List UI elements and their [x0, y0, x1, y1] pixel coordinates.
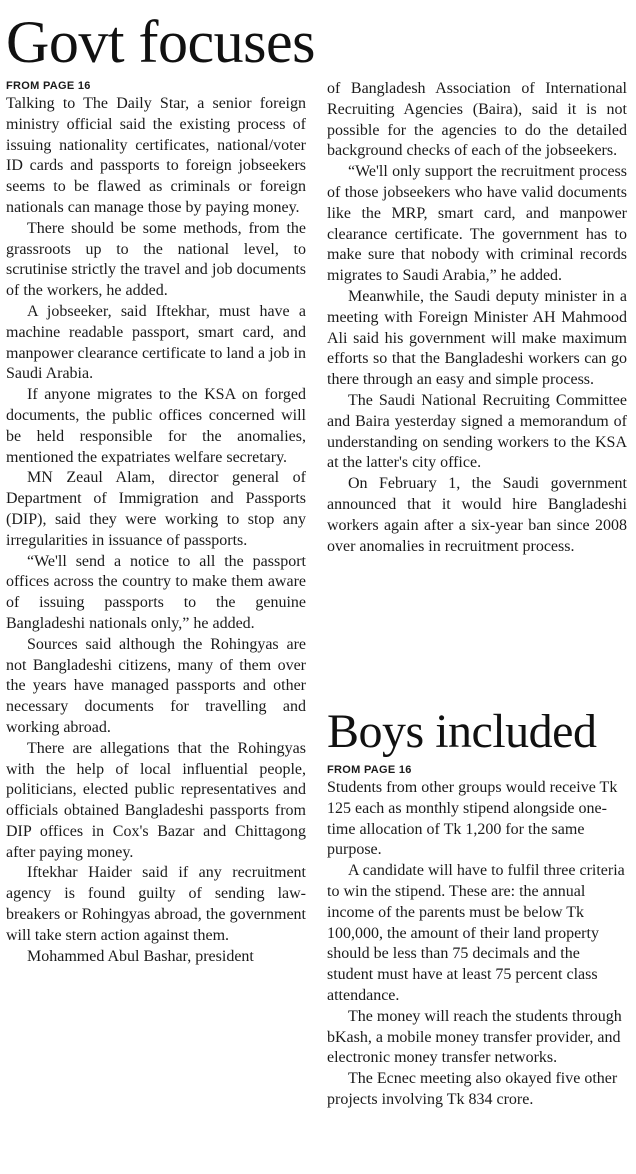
paragraph: If anyone migrates to the KSA on forged documents, the public offices concerned will be held responsible for the anomalies, mentioned the expatriates welfare secretary.	[6, 386, 306, 466]
article-1-column-left	[6, 78, 306, 967]
headline-govt-focuses: Govt focuses	[6, 9, 315, 75]
paragraph: Iftekhar Haider said if any recruitment agency is found guilty of sending law-breakers or Rohingyas abroad, the government will take stern action against them.	[6, 864, 306, 944]
paragraph: The money will reach the students through bKash, a mobile money transfer provider, and electronic money transfer networks.	[327, 1007, 622, 1067]
paragraph: There are allegations that the Rohingyas with the help of local influential people, politicians, elected public representatives and officials obtained Bangladeshi passports from DIP offices in Cox's Bazar and Chittagong after paying money.	[6, 739, 306, 861]
headline-boys-included: Boys included	[327, 705, 597, 758]
paragraph: MN Zeaul Alam, director general of Department of Immigration and Passports (DIP), said they were working to stop any irregularities in issuance of passports.	[6, 469, 306, 549]
paragraph: Talking to The Daily Star, a senior foreign ministry official said the existing process of issuing nationality certificates, national/voter ID cards and passports to foreign jobseekers seems to be flawed as criminals or foreign nationals can manage those by paying money.	[6, 95, 306, 216]
paragraph: A candidate will have to fulfil three criteria to win the stipend. These are: the annual income of the parents must be below Tk 100,000, the amount of their land property should be less than 75 decimals and the student must have at least 75 percent class attendance.	[327, 862, 625, 1004]
jump-line: FROM PAGE 16	[6, 80, 91, 92]
paragraph: A jobseeker, said Iftekhar, must have a machine readable passport, smart card, and manpower clearance certificate to land a job in Saudi Arabia.	[6, 302, 306, 383]
paragraph: There should be some methods, from the grassroots up to the national level, to scrutinise strictly the travel and job documents of the workers, he added.	[6, 219, 306, 300]
paragraph: The Saudi National Recruiting Committee and Baira yesterday signed a memorandum of understanding on sending workers to the KSA at the latter's city office.	[327, 391, 627, 472]
paragraph: Sources said although the Rohingyas are not Bangladeshi citizens, many of them over the years have managed passports and other necessary documents for travelling and working abroad.	[6, 635, 306, 736]
jump-line: FROM PAGE 16	[327, 764, 412, 776]
paragraph: of Bangladesh Association of International Recruiting Agencies (Baira), said it is not possible for the agencies to do the detailed background checks of each of the jobseekers.	[327, 80, 627, 160]
paragraph: “We'll send a notice to all the passport offices across the country to make them aware of issuing passports to the genuine Bangladeshi nationals only,” he added.	[6, 552, 306, 632]
article-2-column	[327, 762, 627, 1111]
paragraph: Meanwhile, the Saudi deputy minister in a meeting with Foreign Minister AH Mahmood Ali said his government will make maximum efforts so that the Bangladeshi workers can go there through an easy and simple process.	[327, 287, 627, 389]
paragraph: Students from other groups would receive Tk 125 each as monthly stipend alongside one-time allocation of Tk 1,200 for the same purpose.	[327, 779, 618, 859]
article-1-column-right	[327, 79, 627, 557]
paragraph: On February 1, the Saudi government announced that it would hire Bangladeshi workers again after a six-year ban since 2008 over anomalies in recruitment process.	[327, 475, 627, 555]
paragraph: “We'll only support the recruitment process of those jobseekers who have valid documents like the MRP, smart card, and manpower clearance certificate. The government has to make sure that nobody with criminal records migrates to Saudi Arabia,” he added.	[327, 163, 627, 285]
paragraph: The Ecnec meeting also okayed five other projects involving Tk 834 crore.	[327, 1070, 618, 1108]
paragraph: Mohammed Abul Bashar, president	[27, 947, 254, 965]
